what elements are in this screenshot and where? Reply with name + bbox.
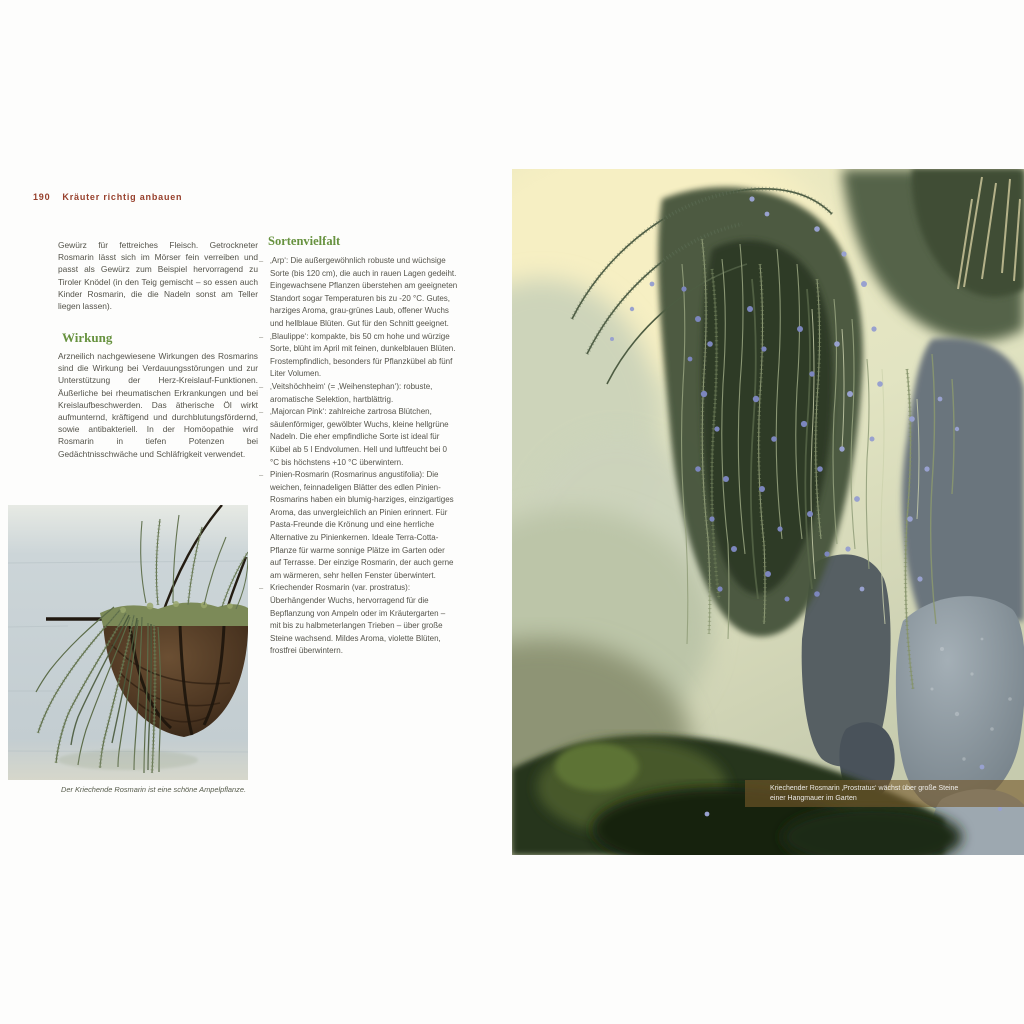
right-photo-caption-band: [745, 780, 1024, 807]
right-photo-caption-line1: Kriechender Rosmarin ‚Prostratus‘ wächst über große Steine: [770, 785, 959, 792]
wirkung-paragraph: Arzneilich nachgewiesene Wirkungen des Rosmarins sind die Wirkung bei Verdauungsstörungen und zur Unterstützung der Herz-Kreislauf-Funktionen. Äußerliche bei rheumatischen Erkrankungen und bei Kreislaufbeschwerden. Das ätherische Öl wirkt aufmunternd, kräftigend und durchblutungsfördernd, sowie antibakteriell. In der Homöopathie wird Rosmarin in tiefen Potenzen bei Gedächtnisschwäche und Schläfrigkeit verwendet.: [58, 351, 258, 459]
page-header: [33, 192, 182, 202]
variety-item: – Kriechender Rosmarin (var. prostratus): Überhängender Wuchs, hervorragend für die Bepflanzung von Ampeln oder im Kräutergarten – mit bis zu halbmeterlangen Trieben – über große Steine wachsend. Mildes Aroma, violette Blüten, frostfrei überwintern.: [270, 582, 458, 658]
variety-item: – ‚Veitshöchheim‘ (= ‚Weihenstephan‘): robuste, aromatische Selektion, hartblättrig.: [270, 381, 458, 406]
sorten-heading: Sortenvielfalt: [268, 234, 341, 248]
hanging-basket-photo: [8, 505, 248, 780]
hanging-basket-illustration: [8, 505, 248, 780]
variety-item: – ‚Majorcan Pink‘: zahlreiche zartrosa Blütchen, säulenförmiger, gewölbter Wuchs, kleine hellgrüne Nadeln. Die eher empfindliche Sorte ist ideal für Kübel ab 5 l Endvolumen. Hell und luftfeucht bei 0 °C bis höchstens +10 °C überwintern.: [270, 406, 458, 469]
variety-item: – ‚Arp‘: Die außergewöhnlich robuste und wüchsige Sorte (bis 120 cm), die auch in rauen Lagen gedeiht. Eingewachsene Pflanzen überstehen am geeigneten Standort sogar Temperaturen bis zu -20 °C. Gutes, harziges Aroma, grau-grünes Laub, offener Wuchs und hellblaue Blüten. Gut für den Schnitt geeignet.: [270, 255, 458, 331]
variety-list: [270, 255, 458, 658]
stone-wall-photo: [512, 169, 1024, 855]
variety-item: – ‚Blaulippe‘: kompakte, bis 50 cm hohe und würzige Sorte, blüht im April mit feinen, dunkelblauen Blüten. Frostempfindlich, besonders für Pflanzkübel ab fünf Liter Volumen.: [270, 331, 458, 381]
page-number: 190: [33, 192, 51, 202]
intro-paragraph: Gewürz für fettreiches Fleisch. Getrockneter Rosmarin lässt sich im Mörser fein verreiben und passt als Gewürz zum Beispiel hervorragend zu Tiroler Knödel (in den Teig gemischt – so essen auch Kinder Rosmarin, die die Nadeln sonst am Teller liegen lassen).: [58, 240, 258, 312]
variety-item: – Pinien-Rosmarin (Rosmarinus angustifolia): Die weichen, feinnadeligen Blätter des edlen Pinien-Rosmarins haben ein blumig-harziges, einzigartiges Aroma, das unvergleichlich an Pinien erinnert. Für Pasta-Freunde die Krönung und eine herrliche Alternative zu Pinienkernen. Ideale Terra-Cotta-Pflanze für warme sonnige Plätze im Garten oder auf Terrasse. Der einzige Rosmarin, der auch gerne am wärmeren, sehr hellen Fenster überwintert.: [270, 469, 458, 582]
running-title: Kräuter richtig anbauen: [62, 192, 183, 202]
right-photo-caption-line2: einer Hangmauer im Garten: [770, 794, 857, 802]
wirkung-heading: Wirkung: [62, 330, 113, 345]
left-photo-caption: Der Kriechende Rosmarin ist eine schöne Ampelpflanze.: [61, 785, 246, 794]
stone-wall-illustration: [512, 169, 1024, 855]
